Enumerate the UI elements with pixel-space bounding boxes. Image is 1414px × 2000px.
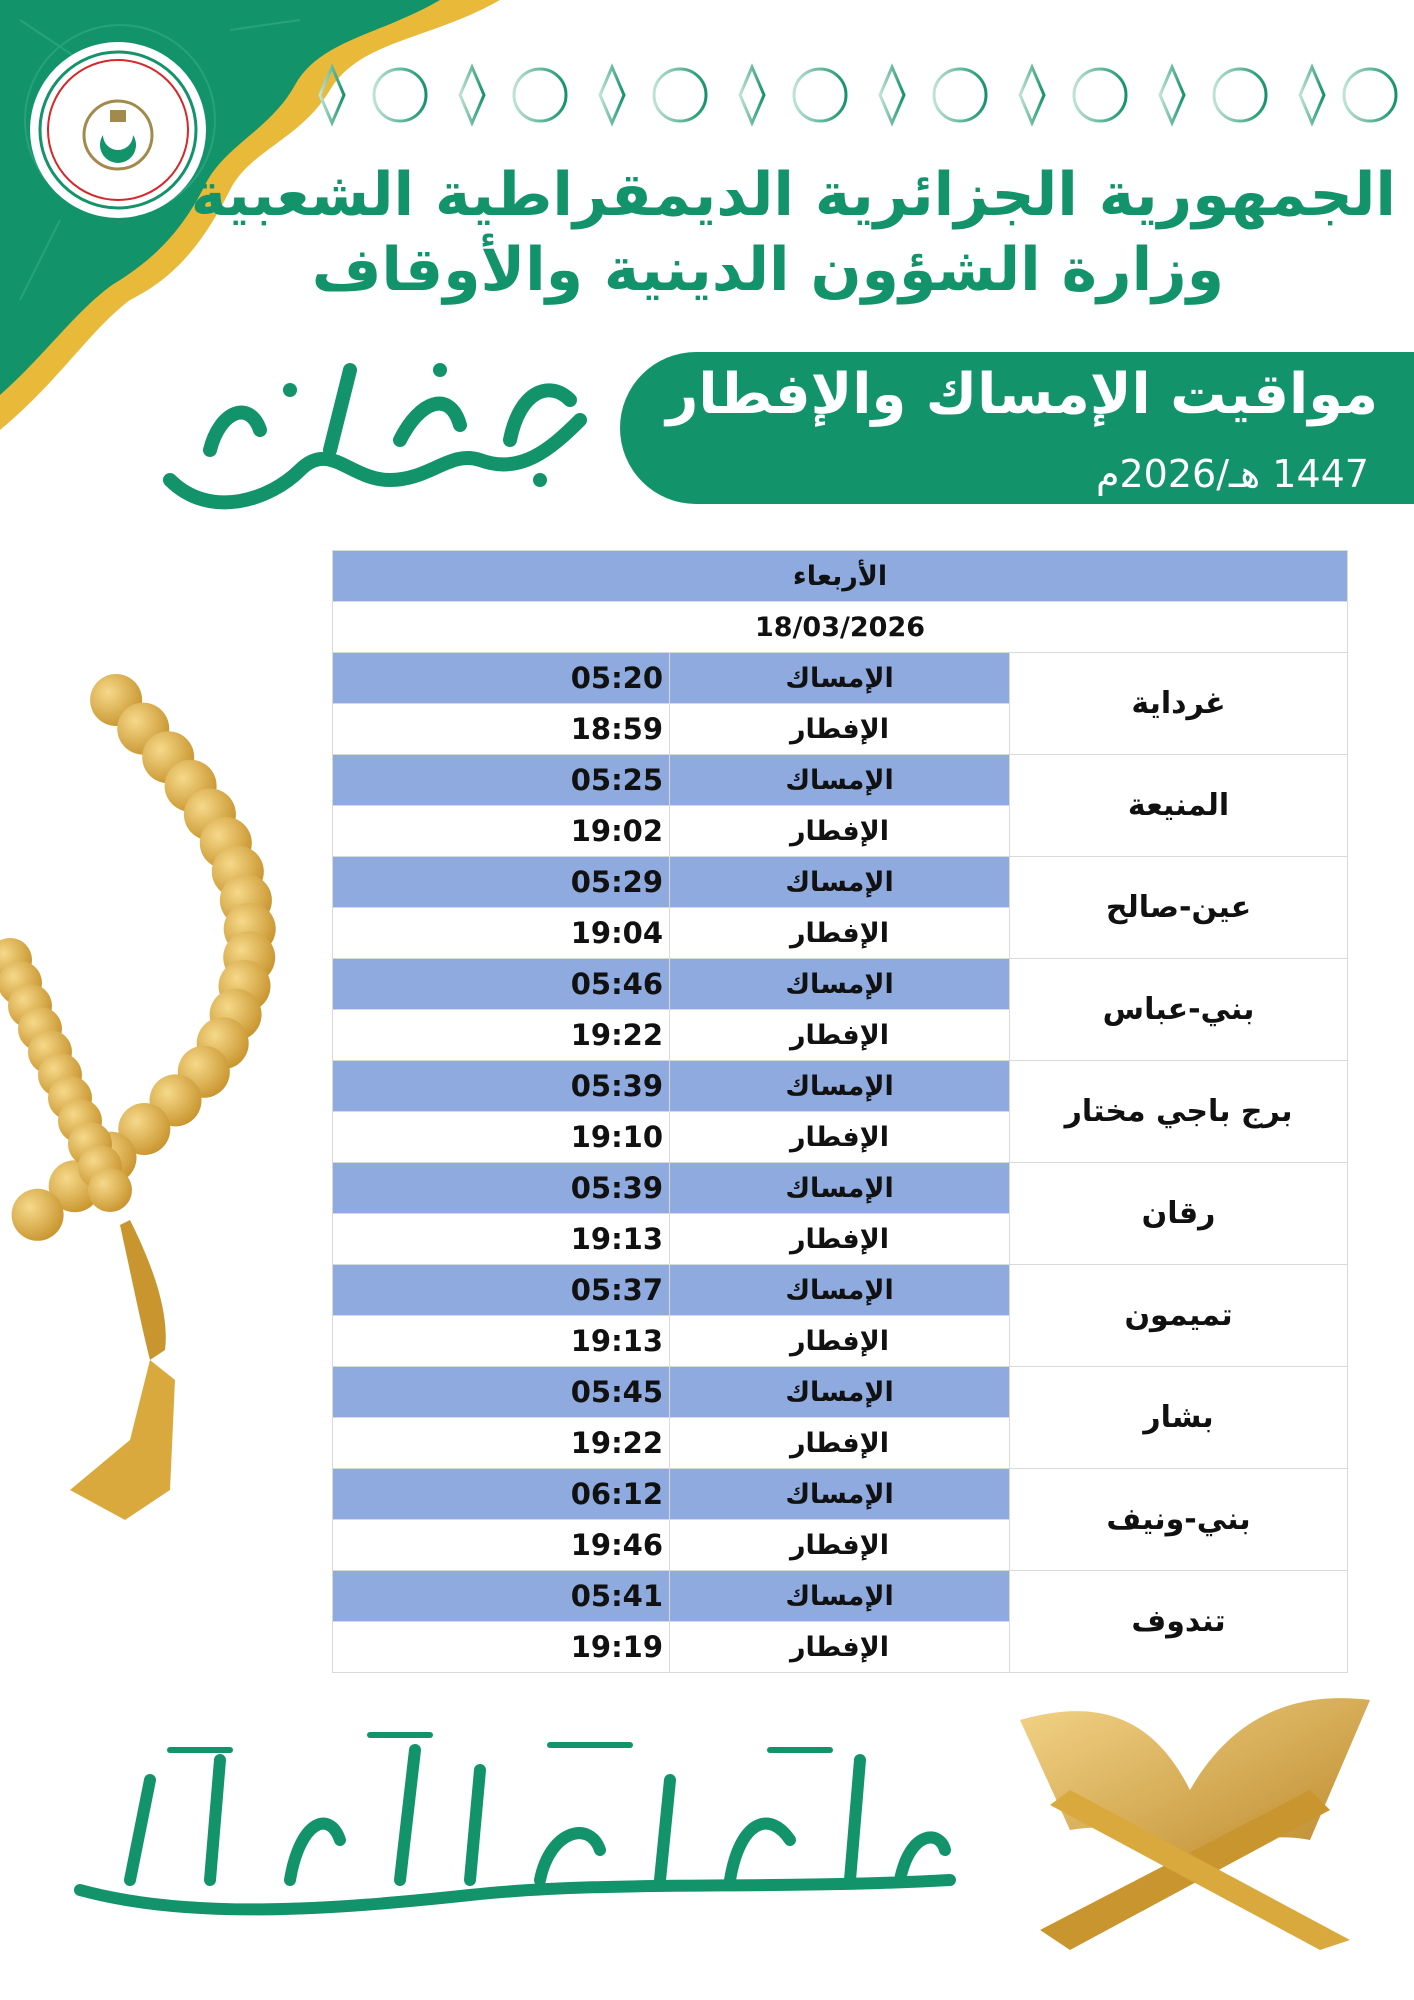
open-quran-icon [1010, 1680, 1380, 1950]
city-cell: برج باجي مختار [1010, 1061, 1348, 1163]
iftar-time: 19:02 [333, 806, 670, 857]
imsak-label: الإمساك [670, 959, 1010, 1010]
ramadan-kareem-calligraphy [150, 330, 600, 530]
imsak-label: الإمساك [670, 1061, 1010, 1112]
city-cell: تميمون [1010, 1265, 1348, 1367]
iftar-label: الإفطار [670, 1520, 1010, 1571]
city-cell: تندوف [1010, 1571, 1348, 1673]
banner-title: مواقيت الإمساك والإفطار [666, 362, 1378, 427]
imsak-row [333, 1061, 1348, 1112]
iftar-time: 19:13 [333, 1214, 670, 1265]
header-ministry-title: وزارة الشؤون الدينية والأوقاف [311, 235, 1224, 305]
iftar-time: 19:13 [333, 1316, 670, 1367]
city-cell: بشار [1010, 1367, 1348, 1469]
iftar-time: 19:10 [333, 1112, 670, 1163]
city-cell: غرداية [1010, 653, 1348, 755]
imsak-time: 05:29 [333, 857, 670, 908]
iftar-label: الإفطار [670, 1112, 1010, 1163]
imsak-time: 05:39 [333, 1061, 670, 1112]
iftar-label: الإفطار [670, 806, 1010, 857]
imsak-label: الإمساك [670, 653, 1010, 704]
iftar-label: الإفطار [670, 908, 1010, 959]
imsak-row [333, 755, 1348, 806]
imsak-time: 05:46 [333, 959, 670, 1010]
iftar-time: 19:19 [333, 1622, 670, 1673]
header-republic-title: الجمهورية الجزائرية الديمقراطية الشعبية [190, 160, 1396, 230]
imsak-label: الإمساك [670, 1571, 1010, 1622]
imsak-time: 05:25 [333, 755, 670, 806]
imsak-time: 05:39 [333, 1163, 670, 1214]
iftar-label: الإفطار [670, 1010, 1010, 1061]
imsak-label: الإمساك [670, 1469, 1010, 1520]
imsak-time: 06:12 [333, 1469, 670, 1520]
imsak-row [333, 653, 1348, 704]
date-cell: 18/03/2026 [333, 602, 1348, 653]
iftar-label: الإفطار [670, 704, 1010, 755]
star-frieze [270, 55, 1410, 135]
city-cell: المنيعة [1010, 755, 1348, 857]
imsak-time: 05:20 [333, 653, 670, 704]
prayer-beads-icon [0, 660, 330, 1530]
imsak-label: الإمساك [670, 857, 1010, 908]
verse-calligraphy [70, 1720, 960, 1930]
day-cell: الأربعاء [333, 551, 1348, 602]
city-cell: عين-صالح [1010, 857, 1348, 959]
banner-year: 1447 هـ/2026م [1095, 452, 1369, 496]
iftar-label: الإفطار [670, 1214, 1010, 1265]
iftar-label: الإفطار [670, 1622, 1010, 1673]
imsak-row [333, 1265, 1348, 1316]
imsak-row [333, 1163, 1348, 1214]
imsak-row [333, 857, 1348, 908]
iftar-label: الإفطار [670, 1418, 1010, 1469]
iftar-label: الإفطار [670, 1316, 1010, 1367]
bead [88, 1168, 132, 1212]
iftar-time: 19:46 [333, 1520, 670, 1571]
imsak-row [333, 1469, 1348, 1520]
city-cell: بني-عباس [1010, 959, 1348, 1061]
bead [12, 1189, 64, 1241]
imsak-row [333, 959, 1348, 1010]
imsak-label: الإمساك [670, 1367, 1010, 1418]
imsak-time: 05:41 [333, 1571, 670, 1622]
city-cell: رقان [1010, 1163, 1348, 1265]
imsak-row [333, 1367, 1348, 1418]
schedule-table [332, 550, 1348, 1673]
city-cell: بني-ونيف [1010, 1469, 1348, 1571]
schedule-banner [620, 352, 1414, 504]
iftar-time: 18:59 [333, 704, 670, 755]
iftar-time: 19:04 [333, 908, 670, 959]
imsak-label: الإمساك [670, 755, 1010, 806]
imsak-label: الإمساك [670, 1163, 1010, 1214]
imsak-time: 05:45 [333, 1367, 670, 1418]
imsak-row [333, 1571, 1348, 1622]
imsak-label: الإمساك [670, 1265, 1010, 1316]
ministry-seal-icon [28, 40, 208, 220]
imsak-time: 05:37 [333, 1265, 670, 1316]
iftar-time: 19:22 [333, 1418, 670, 1469]
iftar-time: 19:22 [333, 1010, 670, 1061]
